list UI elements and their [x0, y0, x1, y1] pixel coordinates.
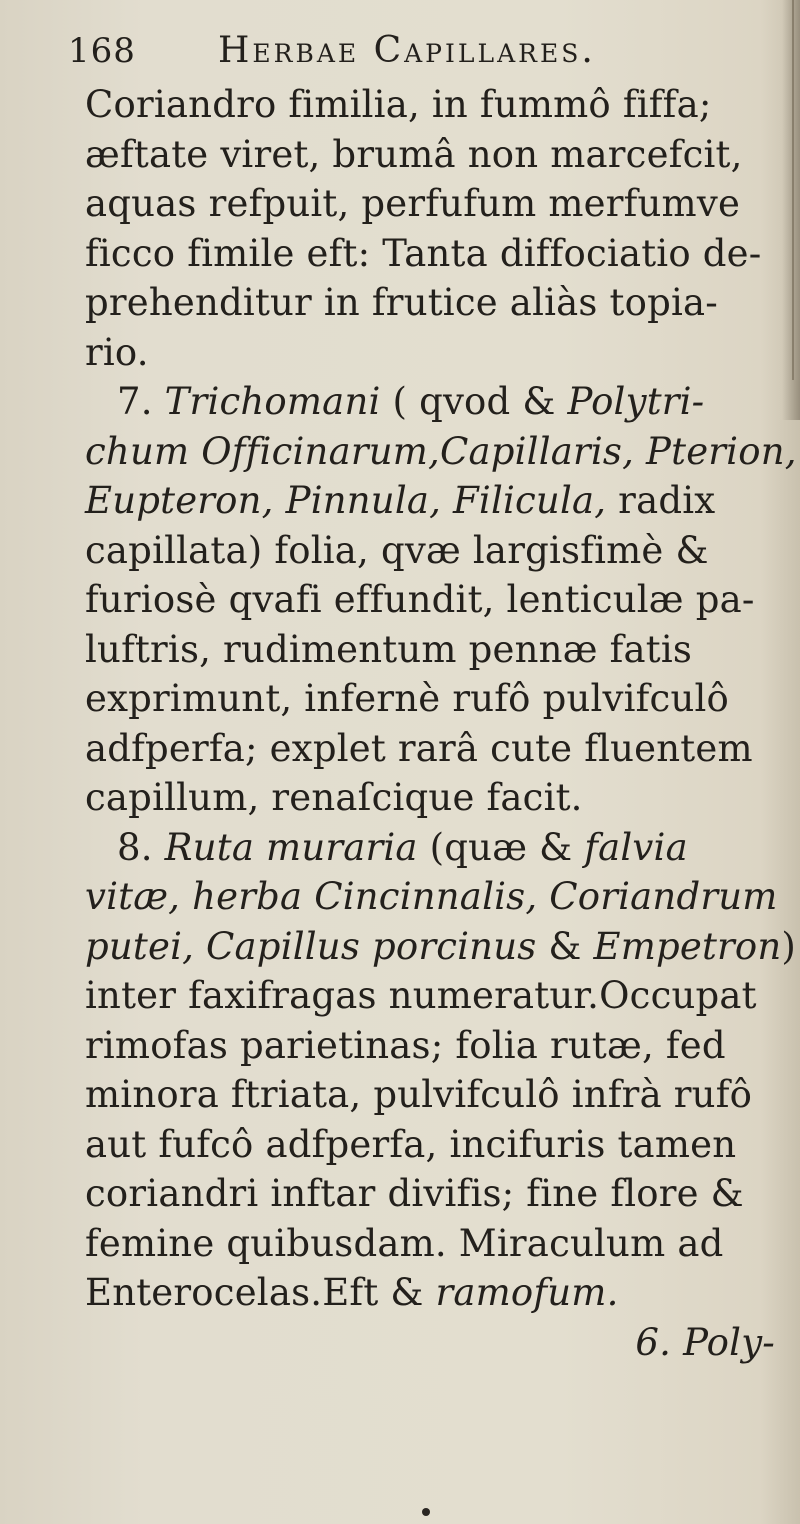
text-run: adfperfa; explet rarâ cute fluentem [85, 726, 753, 770]
text-line [85, 328, 785, 378]
text-line [85, 575, 785, 625]
text-line [85, 971, 785, 1021]
text-run: aquas refpuit, perfufum merfumve [85, 182, 741, 225]
text-run: minora ftriata, pulvifculô infrà rufô [85, 1073, 753, 1116]
text-line [85, 674, 785, 724]
italic-text-run: ramofum. [435, 1271, 619, 1314]
text-run: rimofas parietinas; folia rutæ, fed [85, 1023, 726, 1067]
text-line [85, 229, 785, 279]
italic-text-run: Empetron [593, 924, 782, 968]
catchword: 6. Poly- [635, 1320, 775, 1364]
text-line [85, 1169, 785, 1219]
text-line [85, 1070, 785, 1120]
text-line [85, 1021, 785, 1071]
page-number: 168 [68, 31, 136, 71]
text-run: (quæ & [417, 825, 585, 869]
text-run: coriandri inftar divifis; fine flore & [85, 1172, 744, 1215]
text-line [85, 278, 785, 328]
italic-text-run: Trichomani [164, 380, 381, 423]
text-line [85, 872, 785, 922]
text-line [85, 80, 785, 130]
page-header [68, 30, 596, 80]
text-line [85, 1268, 785, 1318]
text-run: aut fufcô adfperfa, incifuris tamen [85, 1122, 737, 1166]
text-run: radix [606, 479, 716, 522]
text-line [85, 823, 785, 873]
text-run: Coriandro fimilia, in fummô fiffa; [85, 83, 712, 126]
text-run: æftate viret, brumâ non marcefcit, [85, 132, 743, 176]
text-run: 7. [117, 380, 165, 423]
italic-text-run: falvia [584, 825, 688, 869]
text-run: Enterocelas.Eft & [85, 1271, 436, 1314]
text-line [85, 476, 785, 526]
italic-text-run: Ruta muraria [164, 825, 418, 869]
text-run: capillum, renaſcique facit. [85, 776, 583, 819]
text-run: femine quibusdam. Miraculum ad [85, 1221, 724, 1265]
text-run: ficco fimile eft: Tanta diffociatio de- [85, 231, 762, 275]
text-line [85, 724, 785, 774]
text-line [85, 1120, 785, 1170]
running-head: Herbae Capillares. [218, 30, 596, 71]
text-line [85, 922, 797, 972]
text-run: 8. [117, 825, 165, 869]
italic-text-run: vitæ, herba Cincinnalis, Coriandrum [85, 875, 778, 918]
text-line [85, 377, 785, 427]
text-run: prehenditur in frutice aliàs topia- [85, 281, 718, 324]
text-run: exprimunt, infernè rufô pulvifculô [85, 677, 730, 720]
text-run: inter faxifragas numeratur.Occupat [85, 974, 757, 1017]
text-line [85, 179, 785, 229]
text-run: & [536, 924, 594, 968]
page-edge-line [792, 0, 794, 380]
text-line [85, 130, 785, 180]
text-run: luftris, rudimentum pennæ fatis [85, 627, 693, 671]
italic-text-run: putei, Capillus porcinus [85, 924, 537, 968]
text-run: furiosè qvafi effundit, lenticulæ pa- [85, 578, 755, 621]
text-line [85, 1219, 785, 1269]
italic-text-run: Polytri- [567, 380, 705, 423]
text-line [85, 427, 797, 477]
text-line [85, 625, 785, 675]
text-run: capillata) folia, qvæ largisfimè & [85, 528, 709, 572]
text-run: ) [781, 924, 797, 968]
text-line [85, 526, 785, 576]
text-line [85, 773, 785, 823]
text-run: ( qvod & [380, 380, 568, 423]
ink-speck [422, 1508, 430, 1516]
text-run: rio. [85, 330, 149, 374]
italic-text-run: chum Officinarum,Capillaris, Pterion, [85, 429, 797, 473]
italic-text-run: Eupteron, Pinnula, Filicula, [85, 479, 607, 522]
body-text [85, 80, 797, 1367]
